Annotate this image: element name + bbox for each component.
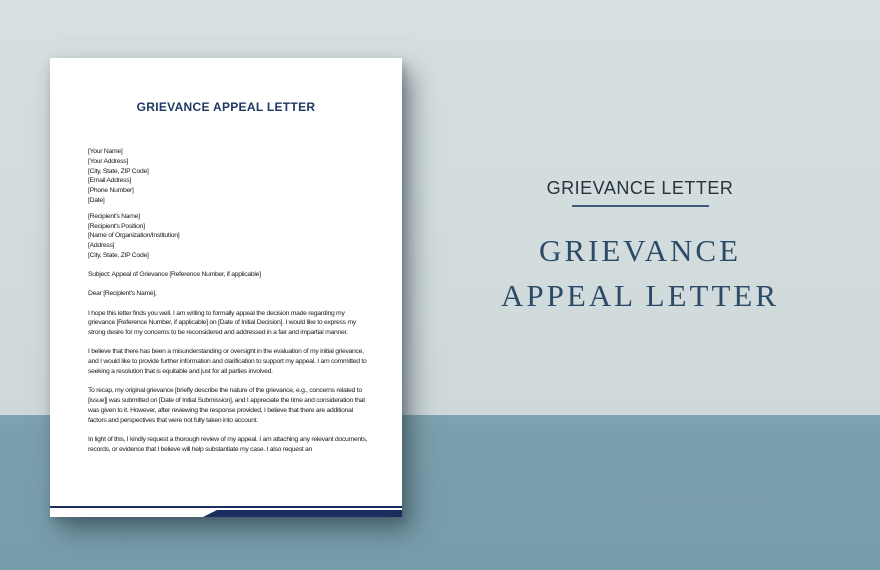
recipient-line: [City, State, ZIP Code] bbox=[88, 251, 149, 259]
promo-title-line2: APPEAL LETTER bbox=[500, 278, 780, 313]
recipient-line: [Recipient's Position] bbox=[88, 222, 145, 230]
footer-rule bbox=[50, 506, 402, 508]
recipient-line: [Name of Organization/Institution] bbox=[88, 232, 180, 240]
promo-title bbox=[470, 228, 810, 318]
document-body bbox=[50, 147, 402, 454]
recipient-line: [Address] bbox=[88, 242, 115, 250]
document-title: GRIEVANCE APPEAL LETTER bbox=[136, 100, 316, 114]
letter-paragraph: In light of this, I kindly request a thorough review of my appeal. I am attaching any relevant documents, records, or evidence that I believe will help substantiate my case. I also request an bbox=[88, 435, 368, 453]
promo-title-line1: GRIEVANCE bbox=[538, 233, 742, 268]
letter-paragraph: To recap, my original grievance [briefly describe the nature of the grievance, e.g., concerns related to [issue]] was submitted on [Date of Initial Submission], and I appreciate the time and consideration that was given to it. However, after reviewing the response provided, I believe that there are additional factors and perspectives that were not fully taken into account. bbox=[88, 387, 365, 424]
sender-line: [Your Address] bbox=[88, 157, 129, 165]
footer-ribbon bbox=[203, 510, 402, 517]
sender-line: [Date] bbox=[88, 196, 105, 204]
sender-line: [Email Address] bbox=[88, 177, 132, 185]
category-underline bbox=[572, 205, 709, 207]
letter-paragraph: I believe that there has been a misunderstanding or oversight in the evaluation of my initial grievance, and I would like to provide further information and clarification to support my appeal. I am committed to seeking a resolution that is equitable and just for all parties involved. bbox=[88, 348, 367, 376]
salutation: Dear [Recipient's Name], bbox=[88, 290, 157, 298]
sender-line: [Phone Number] bbox=[88, 187, 134, 195]
recipient-block bbox=[88, 212, 368, 261]
subject-line: Subject: Appeal of Grievance [Reference Number, if applicable] bbox=[88, 271, 261, 279]
promo-text-panel bbox=[470, 178, 810, 318]
letter-paragraph: I hope this letter finds you well. I am writing to formally appeal the decision made regarding my grievance [Reference Number, if applicable] on [Date of Initial Decision]. I would like to express my strong desire for my concerns to be reconsidered and addressed in a fair and impartial manner. bbox=[88, 309, 356, 337]
recipient-line: [Recipient's Name] bbox=[88, 212, 140, 220]
category-label: GRIEVANCE LETTER bbox=[546, 178, 734, 198]
sender-block bbox=[88, 147, 368, 206]
sender-line: [Your Name] bbox=[88, 148, 123, 155]
letter-document bbox=[50, 58, 402, 517]
sender-line: [City, State, ZIP Code] bbox=[88, 167, 149, 175]
